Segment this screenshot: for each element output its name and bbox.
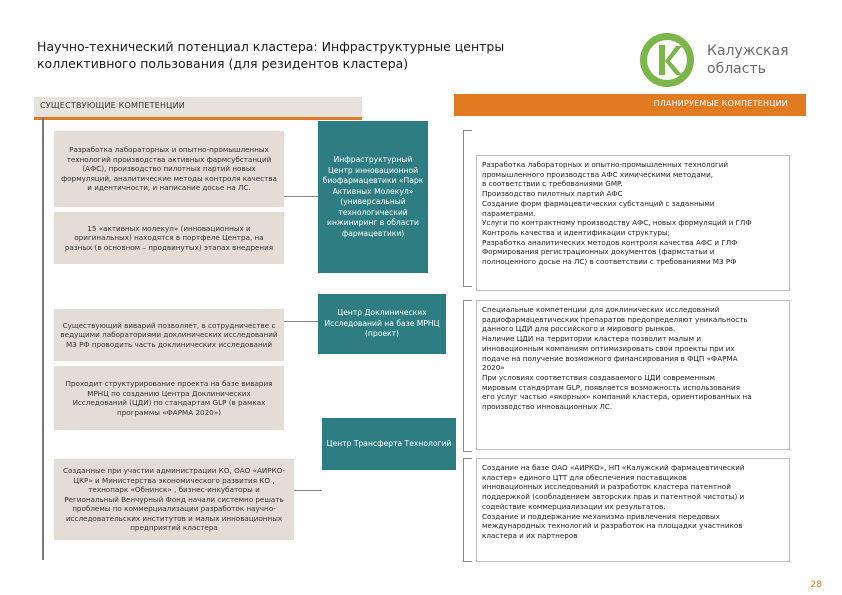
right-box-3: Создание на базе ОАО «АИРКО», НП «Калужский фармацевтический кластер» единого ЦТТ для обеспечения поставщиков инновационных исследований и разработок кластера патентной поддержкой (сообладением авторских прав и патентной чистоты) и содействие коммерциализации их результатов. Создание и поддержание механизма привлечения передовых международных технологий и разработок на площадки участников кластера и их партнеров bbox=[476, 458, 790, 562]
left-vertical-line bbox=[42, 117, 44, 560]
page-title: Научно-технический потенциал кластера: Инфраструктурные центры коллективного пользования (для резидентов кластера) bbox=[37, 39, 505, 71]
bracket-line bbox=[463, 300, 472, 452]
left-box-2: 15 «активных молекул» (инновационных и оригинальных) находятся в портфеле Центра, на разных (в основном – продвинутых) этапах внедрения bbox=[54, 212, 284, 264]
right-box-2: Специальные компетенции для доклинических исследований радиофармацевтических препаратов предопределяют уникальность данного ЦДИ для российского и мирового рынков. Наличие ЦДИ на территории кластера позволит малым и инновационным компаниям оптимизировать свои проекты при их подаче на получение возможного финансирования в ФЦП «ФАРМА 2020» При условиях соответствия создаваемого ЦДИ современным мировым стандартам GLP, появляется возможность использования его услуг частью «якорных» компаний кластера, ориентированных на производство инновационных ЛС. bbox=[476, 300, 790, 450]
cluster-logo-icon bbox=[638, 31, 696, 89]
left-box-5: Созданные при участии администрации КО, ОАО «АИРКО-ЦКР» и Министерства экономического развития КО , технопарк «Обнинск» , бизнес-инкубаторы и Региональный Венчурный Фонд начали системно решать проблемы по коммерциализации разработок научно-исследовательских институтов и малых инновационных предприятий кластера bbox=[54, 459, 294, 540]
left-box-1: Разработка лабораторных и опытно-промышленных технологий производства активных фармсубстанций (АФС), производство пилотных партий новых формуляций, аналитические методы контроля качества и идентичности, и написание досье на ЛС. bbox=[54, 131, 284, 207]
bracket-line bbox=[463, 130, 472, 287]
planned-competencies-header: ПЛАНИРУЕМЫЕ КОМПЕТЕНЦИИ bbox=[454, 94, 806, 116]
existing-competencies-header: СУЩЕСТВУЮЩИЕ КОМПЕТЕНЦИИ bbox=[34, 97, 362, 120]
left-box-3: Существующий виварий позволяет, в сотрудничестве с ведущими лабораториями доклинических исследований МЗ РФ проводить часть доклинических исследований bbox=[54, 309, 284, 361]
right-box-1: Разработка лабораторных и опытно-промышленных технологий промышленного производства АФС химическими методами, в соответствии с требованиями GMP. Производство пилотных партий АФС Создание форм фармацевтических субстанций с заданными параметрами. Услуги по контрактному производству АФС, новых формуляций и ГЛФ Контроль качества и идентификации структуры; Разработка аналитических методов контроля качества АФС и ГЛФ Формирования регистрационных документов (фармстатьи и полноценного досье на ЛС) в соответствии с требованиями МЗ РФ bbox=[476, 155, 790, 291]
connector-line bbox=[284, 321, 318, 322]
bracket-line bbox=[463, 458, 472, 562]
connector-line bbox=[284, 196, 318, 197]
center-box-preclinical: Центр Доклинических Исследований на базе МРНЦ (проект) bbox=[318, 294, 446, 354]
region-name: Калужская область bbox=[707, 43, 789, 77]
left-box-4: Проходит структурирование проекта на базе вивария МРНЦ по созданию Центра Доклинических Исследований (ЦДИ) по стандартам GLP (в рамках программы «ФАРМА 2020») bbox=[54, 366, 284, 430]
page-number: 28 bbox=[810, 580, 822, 590]
connector-line bbox=[294, 490, 322, 491]
center-box-active-molecules: Инфраструктурный Центр инновационной биофармацевтики «Парк Активных Молекул» (универсальный технологический инжиниринг в области фармацевтики) bbox=[318, 121, 428, 273]
center-box-technology-transfer: Центр Трансферта Технологий bbox=[322, 418, 456, 470]
